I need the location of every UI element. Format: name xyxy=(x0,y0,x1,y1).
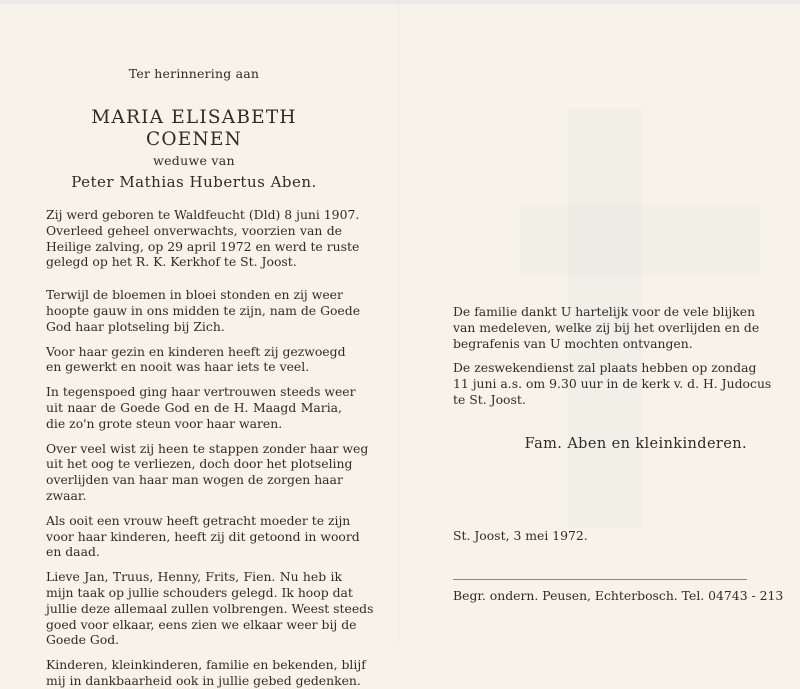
right-panel xyxy=(453,304,772,452)
text-line: uit naar de Goede God en de H. Maagd Maria, xyxy=(46,399,342,415)
text-line: overlijden van haar man wogen de zorgen haar xyxy=(46,472,343,488)
paragraph xyxy=(46,384,356,431)
text-line: te St. Joost. xyxy=(453,391,526,407)
text-line: mij in dankbaarheid ook in jullie gebed gedenken. xyxy=(46,672,361,688)
text-line: De familie dankt U hartelijk voor de vele blijken xyxy=(453,304,756,319)
text-line: hoopte gauw in ons midden te zijn, nam de Goede xyxy=(46,302,361,318)
paragraph xyxy=(453,304,760,351)
family-signoff: Fam. Aben en kleinkinderen. xyxy=(524,435,747,452)
deceased-name: MARIA ELISABETH COENEN xyxy=(91,107,297,150)
text-line: en gewerkt en nooit was haar iets te veel. xyxy=(46,359,310,375)
text-line: van medeleven, welke zij bij het overlijden en de xyxy=(453,319,760,335)
paragraph xyxy=(453,360,772,407)
intro-text: Ter herinnering aan xyxy=(128,66,260,81)
left-panel xyxy=(46,60,374,689)
paragraph xyxy=(46,512,360,560)
text-line: begrafenis van U mochten ontvangen. xyxy=(453,335,693,351)
text-line: uit het oog te verliezen, doch door het plotseling xyxy=(46,456,353,472)
text-line: Overleed geheel onverwachts, voorzien van de xyxy=(46,222,342,238)
card-fold xyxy=(398,4,400,642)
text-line: en daad. xyxy=(46,544,100,560)
divider-line xyxy=(453,579,747,580)
text-line: Over veel wist zij heen te stappen zonder haar weg xyxy=(46,440,369,456)
husband-name: Peter Mathias Hubertus Aben. xyxy=(71,173,317,191)
text-line: Zij werd geboren te Waldfeucht (Dld) 8 juni 1907. xyxy=(46,207,360,222)
paragraph xyxy=(46,207,360,270)
scan-top-edge xyxy=(0,0,800,4)
text-line: voor haar kinderen, heeft zij dit getoond in woord xyxy=(46,528,360,544)
text-line: De zeswekendienst zal plaats hebben op zondag xyxy=(453,360,757,376)
paragraph xyxy=(46,287,361,334)
text-line: Als ooit een vrouw heeft getracht moeder te zijn xyxy=(46,512,351,528)
text-line: Kinderen, kleinkinderen, familie en bekenden, blijf xyxy=(46,657,366,673)
text-line: zwaar. xyxy=(46,487,87,503)
place-date: St. Joost, 3 mei 1972. xyxy=(453,528,588,543)
text-line: In tegenspoed ging haar vertrouwen steeds weer xyxy=(46,384,356,400)
text-line: Terwijl de bloemen in bloei stonden en zij weer xyxy=(46,287,343,303)
text-line: mijn taak op jullie schouders gelegd. Ik hoop dat xyxy=(46,584,353,600)
undertaker-info: Begr. ondern. Peusen, Echterbosch. Tel. 04743 - 213 xyxy=(453,588,784,603)
left-paragraphs xyxy=(46,207,374,689)
text-line: 11 juni a.s. om 9.30 uur in de kerk v. d. H. Judocus xyxy=(453,376,772,392)
paragraph xyxy=(46,440,369,504)
text-line: Heilige zalving, op 29 april 1972 en werd te ruste xyxy=(46,238,360,254)
paragraph xyxy=(46,657,366,689)
text-line: God haar plotseling bij Zich. xyxy=(46,318,225,334)
right-paragraphs xyxy=(453,304,772,408)
text-line: Goede God. xyxy=(46,632,120,648)
paragraph xyxy=(46,569,374,648)
text-line: gelegd op het R. K. Kerkhof te St. Joost. xyxy=(46,254,297,270)
widow-of-text: weduwe van xyxy=(153,153,235,168)
text-line: Lieve Jan, Truus, Henny, Frits, Fien. Nu heb ik xyxy=(46,569,342,585)
paragraph xyxy=(46,343,346,376)
text-line: die zo'n grote steun voor haar waren. xyxy=(46,415,283,431)
text-line: jullie deze allemaal zullen volbrengen. Weest steeds xyxy=(46,600,374,616)
text-line: Voor haar gezin en kinderen heeft zij gezwoegd xyxy=(46,343,346,359)
text-line: goed voor elkaar, eens zien we elkaar weer bij de xyxy=(46,616,357,632)
cross-watermark-horizontal xyxy=(520,205,760,275)
